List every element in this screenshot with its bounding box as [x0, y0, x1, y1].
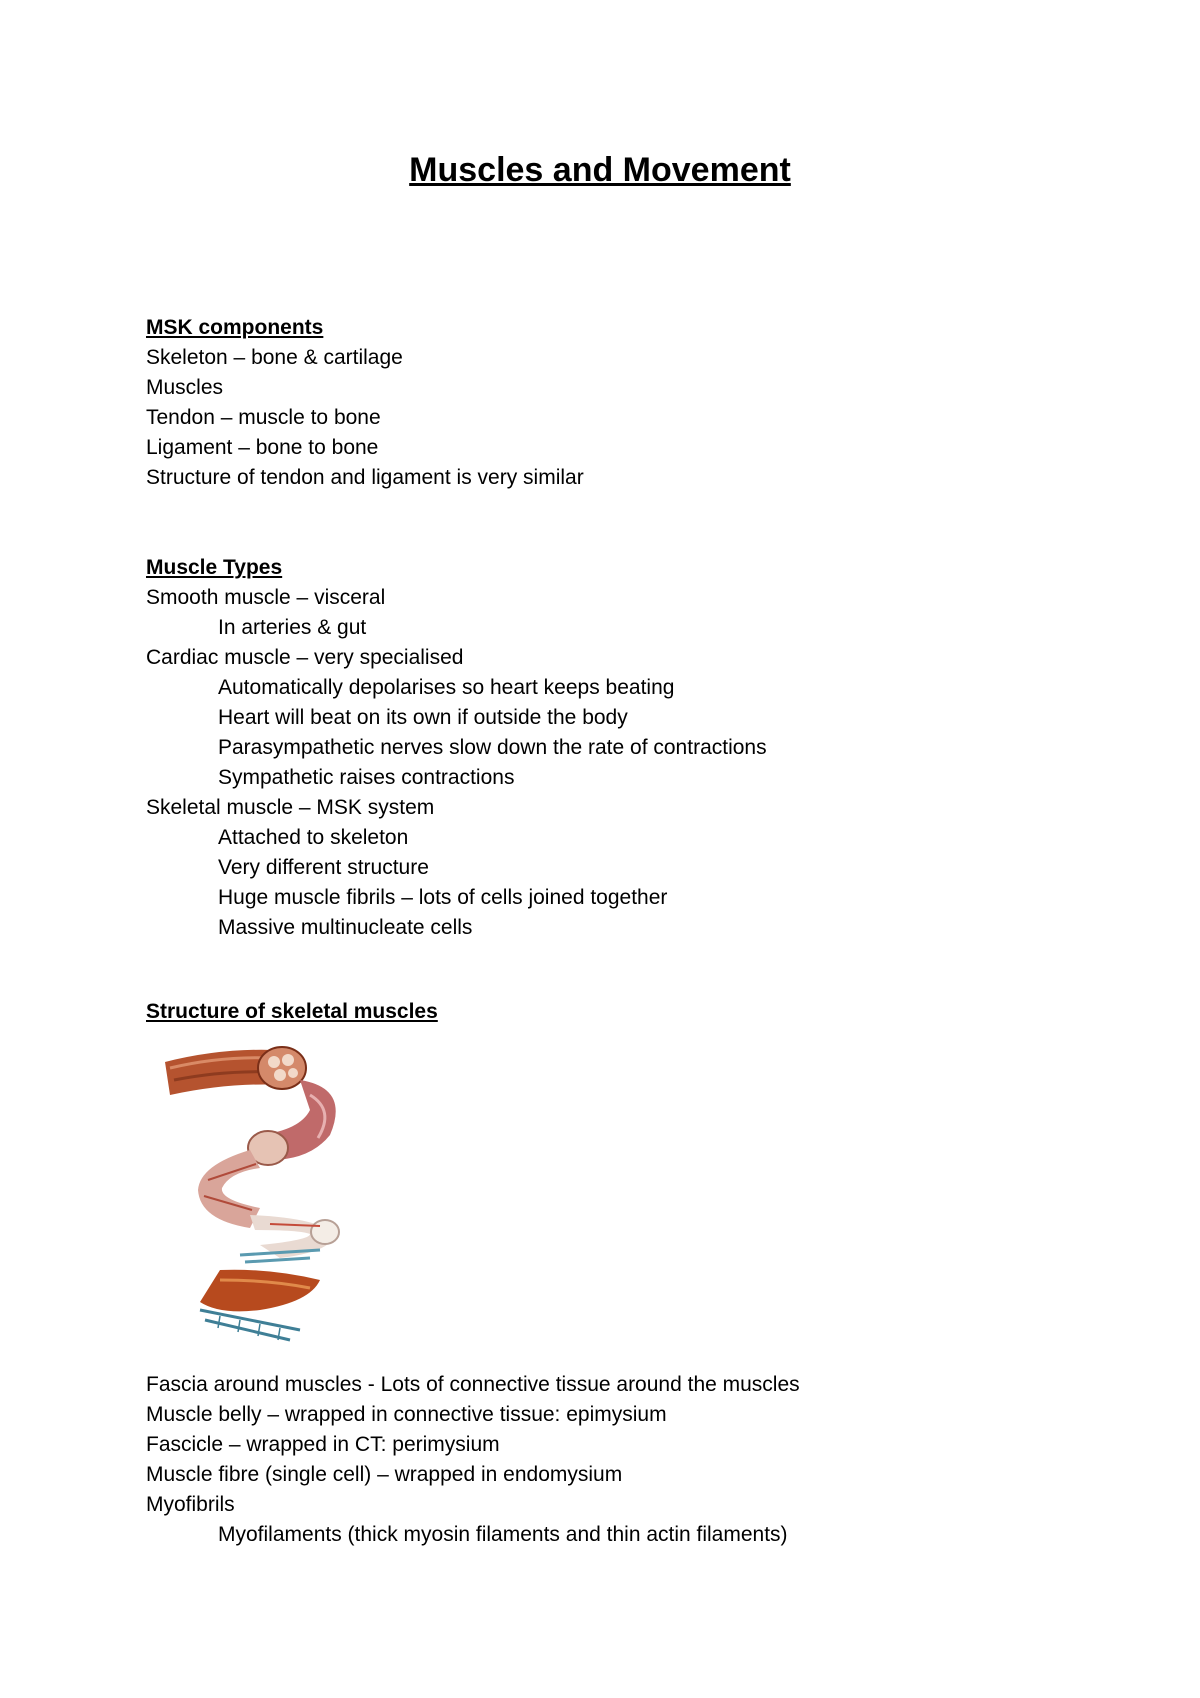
text-line: Muscle belly – wrapped in connective tissue: epimysium — [146, 1403, 667, 1426]
text-line: Cardiac muscle – very specialised — [146, 646, 464, 669]
text-line: Fascicle – wrapped in CT: perimysium — [146, 1433, 500, 1456]
indented-line: Automatically depolarises so heart keeps beating — [218, 676, 675, 699]
indented-line: Parasympathetic nerves slow down the rate of contractions — [218, 736, 767, 759]
text-line: Myofibrils — [146, 1493, 235, 1516]
text-line: Fascia around muscles - Lots of connective tissue around the muscles — [146, 1373, 800, 1396]
text-line: Skeletal muscle – MSK system — [146, 796, 435, 819]
text-line: Smooth muscle – visceral — [146, 586, 386, 609]
text-line: Muscles — [146, 376, 224, 399]
indented-line: Heart will beat on its own if outside the body — [218, 706, 628, 729]
indented-line: Sympathetic raises contractions — [218, 766, 515, 789]
section-heading-structure: Structure of skeletal muscles — [146, 1000, 438, 1023]
section-heading-msk: MSK components — [146, 316, 324, 339]
text-line: Structure of tendon and ligament is very similar — [146, 466, 584, 489]
structure-lines — [146, 1370, 800, 1550]
muscle-hierarchy-illustration — [160, 1040, 380, 1360]
structure-section — [146, 997, 438, 1027]
muscle-types-section — [146, 553, 767, 943]
indented-line: Very different structure — [218, 856, 429, 879]
indented-line: Massive multinucleate cells — [218, 916, 473, 939]
text-line: Skeleton – bone & cartilage — [146, 346, 403, 369]
indented-line: Attached to skeleton — [218, 826, 409, 849]
text-line: Tendon – muscle to bone — [146, 406, 381, 429]
indented-line: Huge muscle fibrils – lots of cells joined together — [218, 886, 668, 909]
page-title: Muscles and Movement — [409, 151, 791, 189]
indented-line: In arteries & gut — [218, 616, 367, 639]
indented-line: Myofilaments (thick myosin filaments and thin actin filaments) — [218, 1523, 788, 1546]
text-line: Muscle fibre (single cell) – wrapped in endomysium — [146, 1463, 623, 1486]
msk-section — [146, 313, 584, 493]
text-line: Ligament – bone to bone — [146, 436, 379, 459]
section-heading-muscle-types: Muscle Types — [146, 556, 283, 579]
